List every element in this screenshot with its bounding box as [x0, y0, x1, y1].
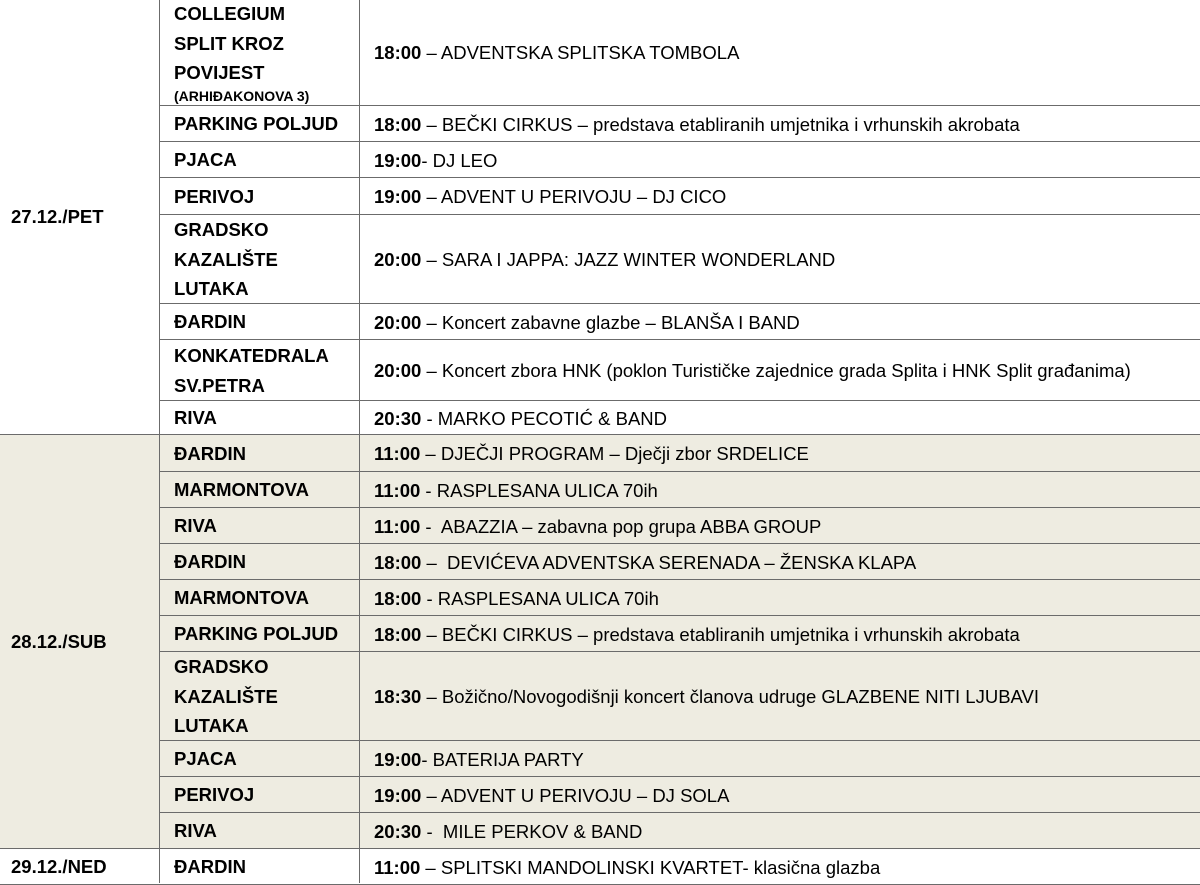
event-cell — [360, 544, 1200, 580]
event-separator: – — [421, 311, 442, 333]
location-column-line — [359, 0, 360, 883]
event-time: 11:00 — [374, 515, 421, 537]
event-separator: - — [421, 587, 438, 609]
location-name: POVIJEST — [174, 62, 265, 84]
location-cell — [159, 215, 359, 304]
event-cell — [360, 106, 1200, 142]
event-cell — [360, 813, 1200, 849]
event-title: BEČKI CIRKUS – predstava etabliranih umjetnika i vrhunskih akrobata — [441, 113, 1020, 135]
event-title: ADVENT U PERIVOJU – DJ CICO — [440, 186, 727, 207]
event-time: 18:30 — [374, 686, 422, 707]
location-name: SV.PETRA — [174, 374, 265, 396]
event-separator: – — [421, 41, 441, 63]
event-cell — [360, 435, 1200, 472]
event-title: Koncert zbora HNK (poklon Turističke zajednice grada Splita i HNK Split građanima) — [441, 360, 1131, 381]
event-separator: - — [421, 407, 438, 429]
location-cell — [159, 580, 359, 616]
event-time: 19:00 — [374, 784, 422, 806]
location-cell — [159, 777, 359, 813]
location-cell — [159, 544, 359, 580]
event-cell — [360, 508, 1200, 544]
event-separator: – — [421, 623, 442, 645]
event-cell — [360, 0, 1200, 106]
location-name: COLLEGIUM — [174, 3, 285, 25]
event-time: 18:00 — [374, 41, 422, 63]
event-separator: – — [421, 113, 442, 135]
event-title: SPLITSKI MANDOLINSKI KVARTET- klasična glazba — [440, 856, 881, 878]
location-name: PERIVOJ — [174, 784, 255, 806]
location-name: ĐARDIN — [174, 442, 246, 464]
location-name: KONKATEDRALA — [174, 345, 329, 366]
location-name: PARKING POLJUD — [174, 623, 339, 645]
location-name: PARKING POLJUD — [174, 113, 339, 135]
event-time: 11:00 — [374, 443, 421, 464]
event-cell — [360, 472, 1200, 508]
location-name: SPLIT KROZ — [174, 32, 284, 54]
event-separator: – — [421, 186, 441, 207]
location-name: KAZALIŠTE — [174, 248, 278, 270]
location-name: RIVA — [174, 407, 217, 429]
event-separator: – — [421, 784, 441, 806]
event-time: 11:00 — [374, 856, 421, 878]
event-separator: – — [421, 249, 442, 270]
event-time: 20:00 — [374, 249, 422, 270]
event-title: DJEČJI PROGRAM – Dječji zbor SRDELICE — [440, 443, 809, 464]
event-time: 20:30 — [374, 820, 422, 842]
location-cell — [159, 340, 359, 401]
location-name: GRADSKO — [174, 656, 269, 678]
event-title: MARKO PECOTIĆ & BAND — [437, 407, 668, 429]
event-cell — [360, 178, 1200, 215]
location-name: ĐARDIN — [174, 856, 246, 878]
event-title: RASPLESANA ULICA 70ih — [437, 587, 659, 609]
location-name: GRADSKO — [174, 219, 269, 241]
event-title: MILE PERKOV & BAND — [442, 820, 643, 842]
location-cell — [159, 106, 359, 142]
event-title: ADVENT U PERIVOJU – DJ SOLA — [440, 784, 730, 806]
location-name: LUTAKA — [174, 278, 249, 300]
event-time: 19:00 — [374, 186, 422, 207]
location-name: PERIVOJ — [174, 185, 255, 207]
event-cell — [360, 616, 1200, 652]
location-cell — [159, 652, 359, 741]
day-column-line — [159, 0, 160, 883]
location-name: MARMONTOVA — [174, 587, 309, 609]
location-cell — [159, 435, 359, 472]
event-title: DEVIĆEVA ADVENTSKA SERENADA – ŽENSKA KLAPA — [447, 551, 917, 573]
event-time: 19:00 — [374, 149, 422, 171]
location-cell — [159, 849, 359, 885]
location-cell — [159, 508, 359, 544]
location-name: KAZALIŠTE — [174, 685, 278, 707]
location-cell — [159, 401, 359, 435]
event-time: 20:00 — [374, 311, 422, 333]
event-cell — [360, 340, 1200, 401]
event-title: DJ LEO — [432, 149, 498, 171]
location-name: ĐARDIN — [174, 551, 246, 573]
event-time: 18:00 — [374, 551, 422, 573]
location-cell — [159, 178, 359, 215]
location-cell — [159, 813, 359, 849]
location-address: (ARHIĐAKONOVA 3) — [174, 87, 310, 104]
event-title: Koncert zabavne glazbe – BLANŠA I BAND — [441, 311, 800, 333]
event-cell — [360, 652, 1200, 741]
event-title: ABAZZIA – zabavna pop grupa ABBA GROUP — [440, 515, 822, 537]
day-label: 29.12./NED — [11, 856, 107, 877]
event-cell — [360, 580, 1200, 616]
location-cell — [159, 472, 359, 508]
event-cell — [360, 401, 1200, 435]
event-time: 11:00 — [374, 479, 421, 501]
event-time: 19:00 — [374, 748, 422, 770]
event-cell — [360, 215, 1200, 304]
day-label: 28.12./SUB — [11, 631, 107, 652]
location-cell — [159, 0, 359, 106]
event-time: 18:00 — [374, 113, 422, 135]
location-name: RIVA — [174, 820, 217, 842]
event-time: 18:00 — [374, 623, 422, 645]
location-cell — [159, 741, 359, 777]
location-name: RIVA — [174, 515, 217, 537]
event-separator: - — [421, 820, 443, 842]
event-title: SARA I JAPPA: JAZZ WINTER WONDERLAND — [441, 249, 836, 270]
event-separator: - — [421, 748, 433, 770]
event-cell — [360, 142, 1200, 178]
day-label: 27.12./PET — [11, 205, 104, 227]
location-cell — [159, 142, 359, 178]
event-cell — [360, 777, 1200, 813]
location-cell — [159, 616, 359, 652]
event-title: Božično/Novogodišnji koncert članova udruge GLAZBENE NITI LJUBAVI — [441, 686, 1039, 707]
location-name: ĐARDIN — [174, 311, 246, 333]
event-time: 20:00 — [374, 360, 422, 381]
event-separator: - — [421, 149, 433, 171]
event-separator: - — [420, 515, 441, 537]
event-cell — [360, 741, 1200, 777]
location-name: LUTAKA — [174, 715, 249, 737]
event-separator: – — [421, 551, 448, 573]
event-separator: – — [420, 443, 441, 464]
event-separator: – — [421, 686, 442, 707]
event-time: 18:00 — [374, 587, 422, 609]
event-cell — [360, 849, 1200, 885]
event-time: 20:30 — [374, 407, 422, 429]
location-name: MARMONTOVA — [174, 479, 309, 501]
event-separator: – — [420, 856, 441, 878]
location-name: PJACA — [174, 149, 237, 171]
event-title: RASPLESANA ULICA 70ih — [436, 479, 658, 501]
event-cell — [360, 304, 1200, 340]
location-cell — [159, 304, 359, 340]
location-name: PJACA — [174, 748, 237, 770]
event-title: BATERIJA PARTY — [432, 748, 584, 770]
event-separator: – — [421, 360, 442, 381]
event-title: BEČKI CIRKUS – predstava etabliranih umjetnika i vrhunskih akrobata — [441, 623, 1020, 645]
event-separator: - — [420, 479, 437, 501]
event-title: ADVENTSKA SPLITSKA TOMBOLA — [440, 41, 740, 63]
